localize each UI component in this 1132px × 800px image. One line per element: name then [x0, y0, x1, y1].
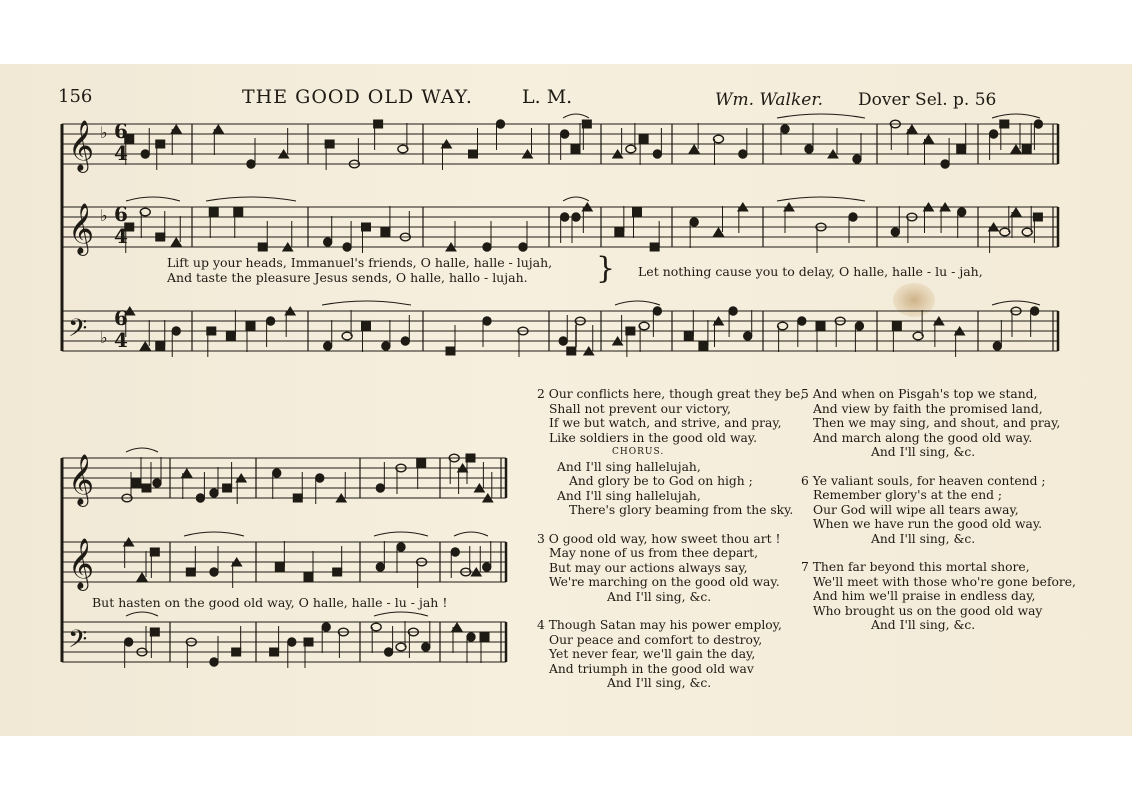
- note-head: [275, 563, 284, 571]
- note-head: [288, 638, 296, 646]
- note-head: [153, 479, 161, 487]
- flat-key-signature: ♭: [100, 206, 108, 225]
- note-head: [1030, 307, 1038, 315]
- note-head: [729, 307, 737, 315]
- meter-label: L. M.: [522, 86, 573, 108]
- verse-5-line: And march along the good old way.: [813, 430, 1033, 445]
- note-head: [258, 243, 267, 251]
- note-head: [141, 150, 149, 158]
- verse-3-line: But may our actions always say,: [549, 560, 748, 575]
- lyric-line: Lift up your heads, Immanuel's friends, O halle, halle - lujah,: [167, 255, 553, 270]
- note-head: [653, 307, 661, 315]
- chorus-line: There's glory beaming from the sky.: [569, 503, 794, 517]
- verse-5-line: Then we may sing, and shout, and pray,: [813, 416, 1061, 430]
- composer: Wm. Walker.: [715, 90, 823, 110]
- verse-3-line: 3 O good old way, how sweet thou art !: [537, 531, 781, 546]
- chorus-label: CHORUS.: [612, 447, 665, 457]
- note-head: [690, 218, 698, 226]
- slur: [992, 301, 1040, 305]
- note-head: [273, 469, 281, 477]
- note-head: [401, 337, 409, 345]
- note-head: [739, 150, 747, 158]
- verse-7-refrain: And I'll sing, &c.: [871, 618, 976, 632]
- note-head: [559, 337, 567, 345]
- verse-4-line: And triumph in the good old wav: [549, 661, 754, 676]
- note-head: [483, 243, 491, 251]
- note-head: [744, 332, 752, 340]
- note-head: [699, 342, 708, 350]
- verse-4-line: Yet never fear, we'll gain the day,: [549, 647, 756, 661]
- note-head: [496, 120, 504, 128]
- slur: [126, 197, 180, 201]
- note-head: [650, 243, 659, 251]
- note-head: [397, 543, 405, 551]
- hymn-title: THE GOOD OLD WAY.: [242, 86, 473, 108]
- note-head: [805, 145, 813, 153]
- note-head: [132, 479, 141, 487]
- time-sig-top: 6: [114, 202, 128, 226]
- note-head: [684, 332, 693, 340]
- note-head: [381, 228, 390, 236]
- time-sig-top: 6: [114, 306, 128, 330]
- note-head: [1022, 145, 1031, 153]
- note-head: [483, 317, 491, 325]
- note-head: [270, 648, 279, 656]
- verse-4-line: 4 Though Satan may his power employ,: [537, 618, 782, 632]
- note-head: [384, 648, 392, 656]
- note-head: [572, 213, 580, 221]
- note-head: [376, 563, 384, 571]
- slur: [777, 114, 865, 118]
- note-head: [324, 342, 332, 350]
- treble-clef: 𝄞: [68, 120, 95, 171]
- note-head: [124, 638, 132, 646]
- bass-clef: 𝄢: [68, 314, 88, 349]
- source-reference: Dover Sel. p. 56: [858, 90, 997, 110]
- note-head: [156, 342, 165, 350]
- slur: [374, 612, 428, 616]
- note-head: [232, 648, 241, 656]
- treble-clef: 𝄞: [68, 454, 95, 505]
- verse-2-line: Like soldiers in the good old way.: [549, 430, 758, 445]
- verse-6-line: 6 Ye valiant souls, for heaven contend ;: [801, 473, 1046, 488]
- slur: [563, 197, 589, 201]
- note-head: [451, 548, 459, 556]
- note-head: [958, 208, 966, 216]
- verse-2-line: Shall not prevent our victory,: [549, 401, 731, 416]
- verse-column-left: [537, 387, 804, 691]
- note-head: [560, 130, 568, 138]
- slur: [615, 301, 660, 305]
- note-head: [223, 484, 232, 492]
- verse-2-line: If we but watch, and strive, and pray,: [549, 416, 782, 430]
- note-head: [567, 347, 576, 355]
- time-sig-top: 6: [114, 119, 128, 143]
- slur: [992, 114, 1040, 118]
- verse-7-line: We'll meet with those who're gone before,: [813, 574, 1076, 589]
- note-head: [226, 332, 235, 340]
- note-head: [989, 130, 997, 138]
- note-head: [142, 484, 151, 492]
- chorus-line: And I'll sing hallelujah,: [557, 459, 701, 474]
- verse-3-line: We're marching on the good old way.: [549, 575, 780, 589]
- note-head: [247, 160, 255, 168]
- note-head: [304, 573, 313, 581]
- slur: [563, 114, 589, 118]
- slur: [374, 532, 428, 536]
- note-head: [993, 342, 1001, 350]
- note-head: [560, 213, 568, 221]
- verse-5-line: 5 And when on Pisgah's top we stand,: [801, 387, 1038, 401]
- note-head: [316, 474, 324, 482]
- note-head: [891, 228, 899, 236]
- verse-4-line: Our peace and comfort to destroy,: [549, 632, 763, 647]
- verse-3-refrain: And I'll sing, &c.: [607, 589, 712, 604]
- note-head: [210, 658, 218, 666]
- note-head: [156, 233, 165, 241]
- verse-7-line: 7 Then far beyond this mortal shore,: [801, 560, 1030, 574]
- note-head: [798, 317, 806, 325]
- verse-3-line: May none of us from thee depart,: [549, 546, 759, 560]
- note-head: [615, 228, 624, 236]
- note-head: [322, 623, 330, 631]
- note-head: [1034, 120, 1042, 128]
- note-head: [196, 494, 204, 502]
- note-head: [957, 145, 966, 153]
- note-head: [422, 643, 430, 651]
- note-head: [446, 347, 455, 355]
- verse-6-line: Our God will wipe all tears away,: [813, 502, 1019, 517]
- verse-5-line: And view by faith the promised land,: [813, 401, 1043, 416]
- slur: [206, 197, 296, 201]
- note-head: [855, 322, 863, 330]
- note-head: [343, 243, 351, 251]
- slur: [777, 197, 865, 201]
- bass-clef: 𝄢: [68, 625, 88, 660]
- slur: [126, 448, 158, 452]
- treble-clef: 𝄞: [68, 203, 95, 254]
- note-head: [483, 563, 491, 571]
- slur: [322, 301, 411, 305]
- slur: [184, 532, 244, 536]
- note-head: [653, 150, 661, 158]
- lyric-line: But hasten on the good old way, O halle, halle - lu - jah !: [92, 595, 448, 610]
- chorus-line: And I'll sing hallelujah,: [557, 488, 701, 503]
- note-head: [266, 317, 274, 325]
- page-number: 156: [58, 86, 93, 107]
- slur: [454, 532, 488, 536]
- lyric-line: Let nothing cause you to delay, O halle, halle - lu - jah,: [638, 264, 983, 279]
- note-head: [333, 568, 342, 576]
- note-head: [467, 633, 475, 641]
- lyric-brace: }: [596, 251, 616, 286]
- note-head: [172, 327, 180, 335]
- time-sig-bottom: 4: [114, 224, 128, 248]
- note-head: [519, 243, 527, 251]
- note-head: [210, 568, 218, 576]
- time-sig-bottom: 4: [114, 141, 128, 165]
- treble-clef: 𝄞: [68, 538, 95, 589]
- verse-column-right: [801, 387, 1076, 633]
- flat-key-signature: ♭: [100, 123, 108, 142]
- time-sig-bottom: 4: [114, 328, 128, 352]
- note-head: [941, 160, 949, 168]
- verse-7-line: Who brought us on the good old way: [813, 603, 1043, 618]
- chorus-line: And glory be to God on high ;: [569, 474, 753, 488]
- verse-2-line: 2 Our conflicts here, though great they be,: [537, 387, 805, 401]
- note-head: [781, 125, 789, 133]
- note-head: [210, 489, 218, 497]
- note-head: [186, 568, 195, 576]
- note-head: [571, 145, 580, 153]
- note-head: [849, 213, 857, 221]
- verse-7-line: And him we'll praise in endless day,: [813, 589, 1036, 603]
- slur: [126, 612, 158, 616]
- verse-4-refrain: And I'll sing, &c.: [607, 676, 712, 690]
- note-head: [382, 342, 390, 350]
- note-head: [853, 155, 861, 163]
- note-head: [324, 238, 332, 246]
- verse-6-line: When we have run the good old way.: [813, 517, 1043, 531]
- verse-6-line: Remember glory's at the end ;: [813, 488, 1003, 502]
- lyric-line: And taste the pleasure Jesus sends, O halle, hallo - lujah.: [167, 270, 528, 285]
- note-head: [293, 494, 302, 502]
- verse-6-refrain: And I'll sing, &c.: [871, 531, 976, 546]
- verse-5-refrain: And I'll sing, &c.: [871, 445, 976, 459]
- flat-key-signature: ♭: [100, 328, 108, 347]
- note-head: [376, 484, 384, 492]
- note-head: [469, 150, 478, 158]
